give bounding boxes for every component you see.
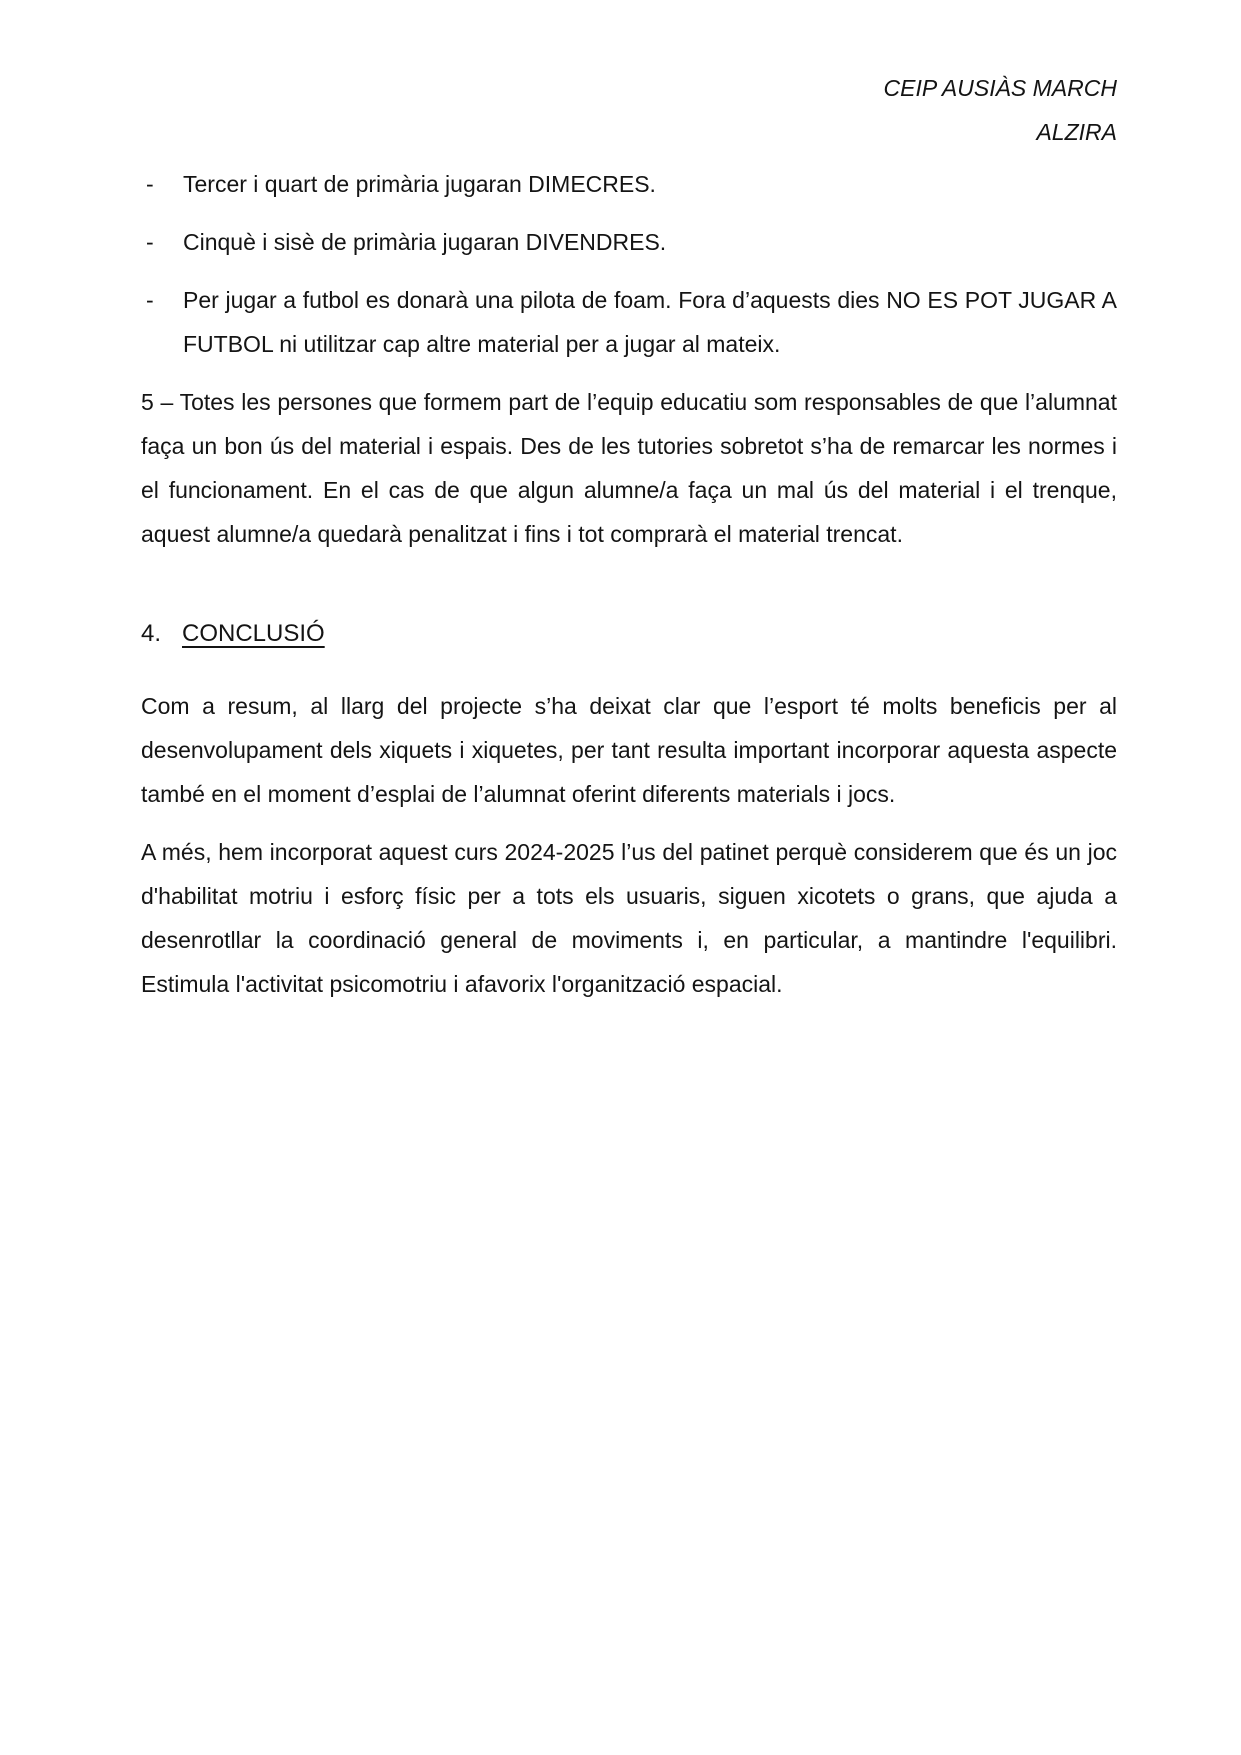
section-heading-number: 4. xyxy=(141,620,162,647)
header-city: ALZIRA xyxy=(1036,119,1117,145)
bullet-text-wednesday-rule: Tercer i quart de primària jugaran DIMECRES. xyxy=(183,171,656,197)
section-heading-title: CONCLUSIÓ xyxy=(182,620,325,647)
paragraph-conclusio-summary: Com a resum, al llarg del projecte s’ha deixat clar que l’esport té molts beneficis per al desenvolupament dels xiquets i xiquetes, per tant resulta important incorporar aquesta aspecte també en el moment d’esplai de l’alumnat oferint diferents materials i jocs. xyxy=(141,693,1117,807)
header-school-name: CEIP AUSIÀS MARCH xyxy=(883,75,1117,101)
bullet-text-football-rule: Per jugar a futbol es donarà una pilota de foam. Fora d’aquests dies NO ES POT JUGAR A FUTBOL ni utilitzar cap altre material per a jugar al mateix. xyxy=(183,287,1117,357)
paragraph-conclusio-scooter: A més, hem incorporat aquest curs 2024-2025 l’us del patinet perquè considerem que és un joc d'habilitat motriu i esforç físic per a tots els usuaris, siguen xicotets o grans, que ajuda a desenrotllar la coordinació general de moviments i, en particular, a mantindre l'equilibri. Estimula l'activitat psicomotriu i afavorix l'organització espacial. xyxy=(141,839,1117,997)
list-item xyxy=(141,162,1117,206)
list-item xyxy=(141,220,1117,264)
bullet-dash-marker: - xyxy=(146,287,154,313)
bullet-list xyxy=(141,162,1117,366)
bullet-dash-marker: - xyxy=(146,229,154,255)
bullet-dash-marker: - xyxy=(146,171,154,197)
bullet-text-friday-rule: Cinquè i sisè de primària jugaran DIVENDRES. xyxy=(183,229,667,255)
section-heading-conclusio xyxy=(141,612,1117,656)
document-header xyxy=(141,66,1117,154)
paragraph-point5-responsibility: 5 – Totes les persones que formem part de l’equip educatiu som responsables de que l’alumnat faça un bon ús del material i espais. Des de les tutories sobretot s’ha de remarcar les normes i el funcionament. En el cas de que algun alumne/a faça un mal ús del material i el trenque, aquest alumne/a quedarà penalitzat i fins i tot comprarà el material trencat. xyxy=(141,389,1117,547)
list-item xyxy=(141,278,1117,366)
